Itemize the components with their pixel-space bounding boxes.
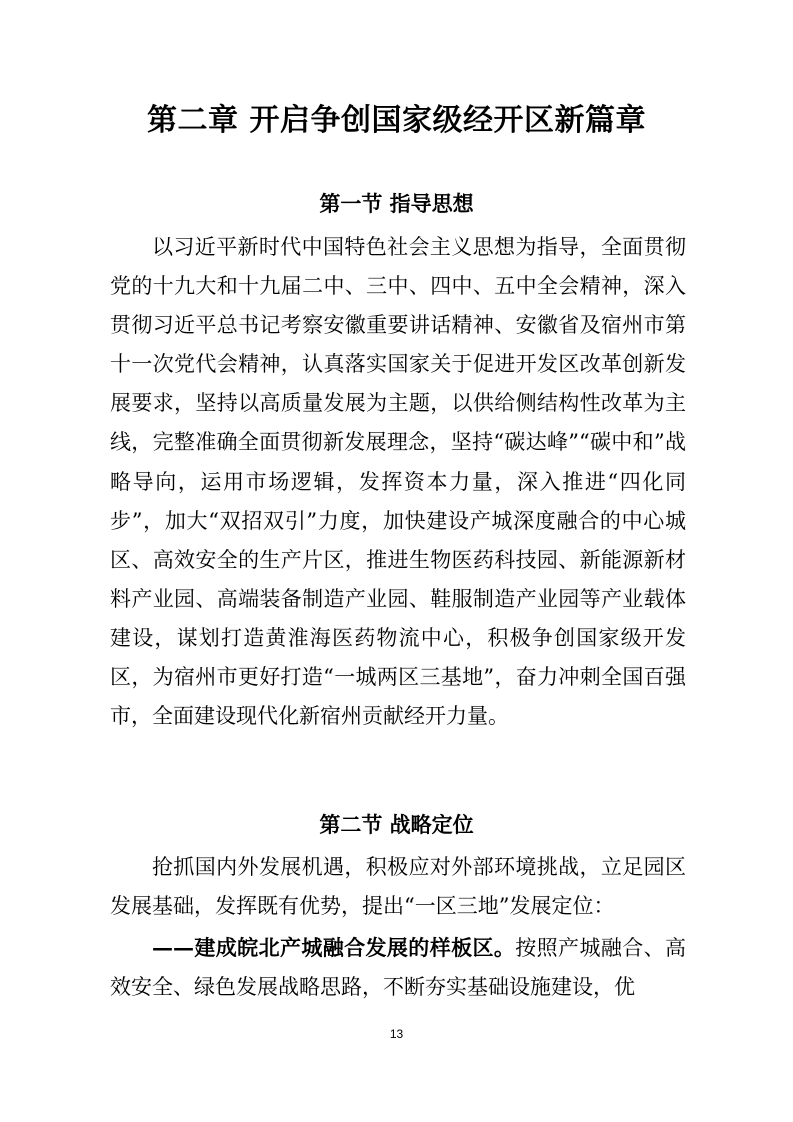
strategic-positioning-intro-paragraph: 抢抓国内外发展机遇，积极应对外部环境挑战，立足园区发展基础，发挥既有优势，提出“一区三地”发展定位： xyxy=(110,855,686,919)
chapter-title: 第二章 开启争创国家级经开区新篇章 xyxy=(147,103,646,138)
page-number: 13 xyxy=(389,1027,404,1041)
section-heading-guiding-ideology: 第一节 指导思想 xyxy=(319,191,474,216)
positioning-item-paragraph xyxy=(110,928,686,1007)
positioning-item-text: 按照产城融合、高效安全、绿色发展战略思路，不断夯实基础设施建设，优 xyxy=(110,936,687,1000)
positioning-item-lead: ——建成皖北产城融合发展的样板区。 xyxy=(152,935,516,960)
section-heading-strategic-positioning: 第二节 战略定位 xyxy=(319,812,474,837)
guiding-ideology-paragraph: 以习近平新时代中国特色社会主义思想为指导，全面贯彻党的十九大和十九届二中、三中、四中、五中全会精神，深入贯彻习近平总书记考察安徽重要讲话精神、安徽省及宿州市第十一次党代会精神，认真落实国家关于促进开发区改革创新发展要求，坚持以高质量发展为主题，以供给侧结构性改革为主线，完整准确全面贯彻新发展理念，坚持“碳达峰”“碳中和”战略导向，运用市场逻辑，发挥资本力量，深入推进“四化同步”，加大“双招双引”力度，加快建设产城深度融合的中心城区、高效安全的生产片区，推进生物医药科技园、新能源新材料产业园、高端装备制造产业园、鞋服制造产业园等产业载体建设，谋划打造黄淮海医药物流中心，积极争创国家级开发区，为宿州市更好打造“一城两区三基地”，奋力冲刺全国百强市，全面建设现代化新宿州贡献经开力量。 xyxy=(110,235,686,729)
